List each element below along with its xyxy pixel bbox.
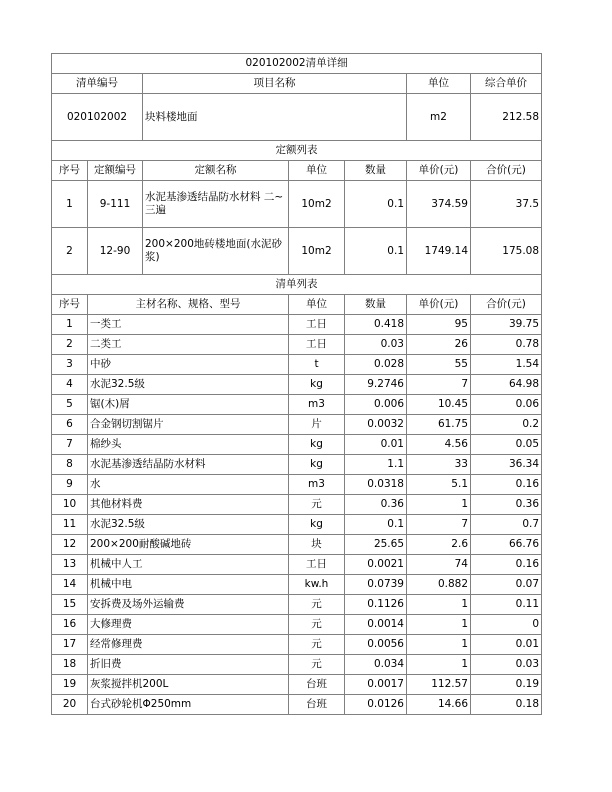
material-index: 5 bbox=[52, 395, 88, 415]
item-price: 212.58 bbox=[471, 94, 542, 141]
material-qty: 1.1 bbox=[345, 455, 407, 475]
material-total: 0.16 bbox=[471, 555, 542, 575]
material-total: 0 bbox=[471, 615, 542, 635]
table-row bbox=[52, 535, 542, 555]
material-qty: 0.0021 bbox=[345, 555, 407, 575]
table-row bbox=[52, 515, 542, 535]
material-qty: 25.65 bbox=[345, 535, 407, 555]
material-total: 0.78 bbox=[471, 335, 542, 355]
material-index: 8 bbox=[52, 455, 88, 475]
material-unit-price: 1 bbox=[407, 615, 471, 635]
material-index: 4 bbox=[52, 375, 88, 395]
material-index: 13 bbox=[52, 555, 88, 575]
table-row bbox=[52, 315, 542, 335]
material-unit-price: 61.75 bbox=[407, 415, 471, 435]
material-unit-price: 1 bbox=[407, 655, 471, 675]
table-row bbox=[52, 595, 542, 615]
material-index: 15 bbox=[52, 595, 88, 615]
bill-detail-table bbox=[51, 53, 542, 715]
material-name: 合金钢切割锯片 bbox=[88, 415, 289, 435]
material-qty: 0.0739 bbox=[345, 575, 407, 595]
quota-unit: 10m2 bbox=[289, 228, 345, 275]
material-rows bbox=[52, 315, 542, 715]
material-qty: 0.034 bbox=[345, 655, 407, 675]
material-unit-price: 10.45 bbox=[407, 395, 471, 415]
quota-header-code: 定额编号 bbox=[88, 161, 143, 181]
material-unit: 元 bbox=[289, 635, 345, 655]
material-total: 0.7 bbox=[471, 515, 542, 535]
material-unit: kg bbox=[289, 455, 345, 475]
material-unit-price: 1 bbox=[407, 495, 471, 515]
material-index: 9 bbox=[52, 475, 88, 495]
table-row bbox=[52, 355, 542, 375]
quota-header-unit: 单位 bbox=[289, 161, 345, 181]
material-index: 17 bbox=[52, 635, 88, 655]
material-name: 灰浆搅拌机200L bbox=[88, 675, 289, 695]
table-row bbox=[52, 675, 542, 695]
material-header-total: 合价(元) bbox=[471, 295, 542, 315]
material-header-unit: 单位 bbox=[289, 295, 345, 315]
item-row bbox=[52, 94, 542, 141]
material-unit-price: 95 bbox=[407, 315, 471, 335]
material-name: 中砂 bbox=[88, 355, 289, 375]
table-row bbox=[52, 635, 542, 655]
material-total: 0.2 bbox=[471, 415, 542, 435]
table-row bbox=[52, 575, 542, 595]
material-total: 0.03 bbox=[471, 655, 542, 675]
header-name: 项目名称 bbox=[143, 74, 407, 94]
material-header-unit-price: 单价(元) bbox=[407, 295, 471, 315]
quota-header-row bbox=[52, 161, 542, 181]
quota-index: 1 bbox=[52, 181, 88, 228]
material-unit: kw.h bbox=[289, 575, 345, 595]
material-total: 36.34 bbox=[471, 455, 542, 475]
material-total: 0.18 bbox=[471, 695, 542, 715]
material-name: 机械中电 bbox=[88, 575, 289, 595]
material-index: 12 bbox=[52, 535, 88, 555]
table-row bbox=[52, 395, 542, 415]
material-index: 1 bbox=[52, 315, 88, 335]
material-unit: 工日 bbox=[289, 555, 345, 575]
material-unit-price: 1 bbox=[407, 595, 471, 615]
material-qty: 0.006 bbox=[345, 395, 407, 415]
material-total: 0.11 bbox=[471, 595, 542, 615]
title-row bbox=[52, 54, 542, 74]
material-unit-price: 112.57 bbox=[407, 675, 471, 695]
material-unit-price: 74 bbox=[407, 555, 471, 575]
table-row bbox=[52, 435, 542, 455]
material-unit-price: 7 bbox=[407, 375, 471, 395]
material-name: 机械中人工 bbox=[88, 555, 289, 575]
quota-name: 200×200地砖楼地面(水泥砂浆) bbox=[143, 228, 289, 275]
material-section-title: 清单列表 bbox=[52, 275, 542, 295]
material-total: 0.07 bbox=[471, 575, 542, 595]
header-price: 综合单价 bbox=[471, 74, 542, 94]
material-index: 2 bbox=[52, 335, 88, 355]
material-name: 水泥32.5级 bbox=[88, 375, 289, 395]
material-header-qty: 数量 bbox=[345, 295, 407, 315]
material-total: 0.19 bbox=[471, 675, 542, 695]
material-name: 水泥32.5级 bbox=[88, 515, 289, 535]
quota-unit-price: 1749.14 bbox=[407, 228, 471, 275]
material-index: 6 bbox=[52, 415, 88, 435]
quota-code: 12-90 bbox=[88, 228, 143, 275]
material-unit-price: 5.1 bbox=[407, 475, 471, 495]
quota-section-title: 定额列表 bbox=[52, 141, 542, 161]
material-index: 19 bbox=[52, 675, 88, 695]
material-name: 棉纱头 bbox=[88, 435, 289, 455]
material-name: 一类工 bbox=[88, 315, 289, 335]
table-row bbox=[52, 455, 542, 475]
material-unit: 片 bbox=[289, 415, 345, 435]
material-unit: 块 bbox=[289, 535, 345, 555]
material-unit: m3 bbox=[289, 395, 345, 415]
material-name: 水泥基渗透结晶防水材料 bbox=[88, 455, 289, 475]
material-unit-price: 26 bbox=[407, 335, 471, 355]
material-total: 0.16 bbox=[471, 475, 542, 495]
material-total: 39.75 bbox=[471, 315, 542, 335]
material-unit: 元 bbox=[289, 615, 345, 635]
material-unit: 工日 bbox=[289, 335, 345, 355]
material-qty: 0.1126 bbox=[345, 595, 407, 615]
quota-header-index: 序号 bbox=[52, 161, 88, 181]
material-unit: t bbox=[289, 355, 345, 375]
material-total: 0.36 bbox=[471, 495, 542, 515]
table-row bbox=[52, 495, 542, 515]
table-title: 020102002清单详细 bbox=[52, 54, 542, 74]
material-qty: 0.028 bbox=[345, 355, 407, 375]
quota-index: 2 bbox=[52, 228, 88, 275]
material-qty: 0.03 bbox=[345, 335, 407, 355]
material-section-title-row bbox=[52, 275, 542, 295]
table-row bbox=[52, 695, 542, 715]
table-row bbox=[52, 335, 542, 355]
material-name: 台式砂轮机Φ250mm bbox=[88, 695, 289, 715]
material-index: 7 bbox=[52, 435, 88, 455]
material-name: 经常修理费 bbox=[88, 635, 289, 655]
material-name: 其他材料费 bbox=[88, 495, 289, 515]
material-unit-price: 0.882 bbox=[407, 575, 471, 595]
material-qty: 0.0126 bbox=[345, 695, 407, 715]
quota-unit: 10m2 bbox=[289, 181, 345, 228]
quota-header-qty: 数量 bbox=[345, 161, 407, 181]
material-qty: 0.1 bbox=[345, 515, 407, 535]
item-unit: m2 bbox=[407, 94, 471, 141]
table-row bbox=[52, 415, 542, 435]
quota-section-title-row bbox=[52, 141, 542, 161]
item-code: 020102002 bbox=[52, 94, 143, 141]
material-name: 安拆费及场外运输费 bbox=[88, 595, 289, 615]
material-index: 10 bbox=[52, 495, 88, 515]
material-unit: m3 bbox=[289, 475, 345, 495]
material-unit: 元 bbox=[289, 655, 345, 675]
material-unit-price: 1 bbox=[407, 635, 471, 655]
material-index: 20 bbox=[52, 695, 88, 715]
material-header-name: 主材名称、规格、型号 bbox=[88, 295, 289, 315]
quota-unit-price: 374.59 bbox=[407, 181, 471, 228]
material-qty: 0.0032 bbox=[345, 415, 407, 435]
quota-total: 175.08 bbox=[471, 228, 542, 275]
table-row bbox=[52, 181, 542, 228]
table-row bbox=[52, 555, 542, 575]
table-row bbox=[52, 375, 542, 395]
material-unit: 工日 bbox=[289, 315, 345, 335]
material-name: 二类工 bbox=[88, 335, 289, 355]
material-name: 水 bbox=[88, 475, 289, 495]
material-unit-price: 2.6 bbox=[407, 535, 471, 555]
table-row bbox=[52, 228, 542, 275]
material-qty: 9.2746 bbox=[345, 375, 407, 395]
material-unit-price: 4.56 bbox=[407, 435, 471, 455]
material-unit-price: 55 bbox=[407, 355, 471, 375]
material-total: 64.98 bbox=[471, 375, 542, 395]
header-unit: 单位 bbox=[407, 74, 471, 94]
table-row bbox=[52, 655, 542, 675]
quota-header-name: 定额名称 bbox=[143, 161, 289, 181]
material-total: 66.76 bbox=[471, 535, 542, 555]
material-unit-price: 14.66 bbox=[407, 695, 471, 715]
quota-qty: 0.1 bbox=[345, 181, 407, 228]
material-unit: kg bbox=[289, 435, 345, 455]
material-index: 14 bbox=[52, 575, 88, 595]
material-unit: kg bbox=[289, 375, 345, 395]
quota-total: 37.5 bbox=[471, 181, 542, 228]
item-header-row bbox=[52, 74, 542, 94]
material-qty: 0.418 bbox=[345, 315, 407, 335]
material-name: 大修理费 bbox=[88, 615, 289, 635]
material-index: 3 bbox=[52, 355, 88, 375]
material-unit: 台班 bbox=[289, 675, 345, 695]
table-row bbox=[52, 475, 542, 495]
material-total: 0.01 bbox=[471, 635, 542, 655]
material-index: 16 bbox=[52, 615, 88, 635]
header-code: 清单编号 bbox=[52, 74, 143, 94]
material-qty: 0.01 bbox=[345, 435, 407, 455]
quota-header-total: 合价(元) bbox=[471, 161, 542, 181]
material-unit: kg bbox=[289, 515, 345, 535]
quota-name: 水泥基渗透结晶防水材料 二~三遍 bbox=[143, 181, 289, 228]
material-qty: 0.36 bbox=[345, 495, 407, 515]
material-index: 18 bbox=[52, 655, 88, 675]
item-name: 块料楼地面 bbox=[143, 94, 407, 141]
material-total: 1.54 bbox=[471, 355, 542, 375]
material-index: 11 bbox=[52, 515, 88, 535]
material-unit-price: 33 bbox=[407, 455, 471, 475]
material-qty: 0.0056 bbox=[345, 635, 407, 655]
material-unit: 元 bbox=[289, 495, 345, 515]
quota-header-unit-price: 单价(元) bbox=[407, 161, 471, 181]
material-qty: 0.0017 bbox=[345, 675, 407, 695]
material-name: 折旧费 bbox=[88, 655, 289, 675]
material-unit: 台班 bbox=[289, 695, 345, 715]
material-total: 0.06 bbox=[471, 395, 542, 415]
quota-qty: 0.1 bbox=[345, 228, 407, 275]
material-header-row bbox=[52, 295, 542, 315]
material-header-index: 序号 bbox=[52, 295, 88, 315]
material-qty: 0.0014 bbox=[345, 615, 407, 635]
quota-code: 9-111 bbox=[88, 181, 143, 228]
material-qty: 0.0318 bbox=[345, 475, 407, 495]
material-unit: 元 bbox=[289, 595, 345, 615]
table-row bbox=[52, 615, 542, 635]
material-name: 200×200耐酸碱地砖 bbox=[88, 535, 289, 555]
material-unit-price: 7 bbox=[407, 515, 471, 535]
material-total: 0.05 bbox=[471, 435, 542, 455]
material-name: 锯(木)屑 bbox=[88, 395, 289, 415]
